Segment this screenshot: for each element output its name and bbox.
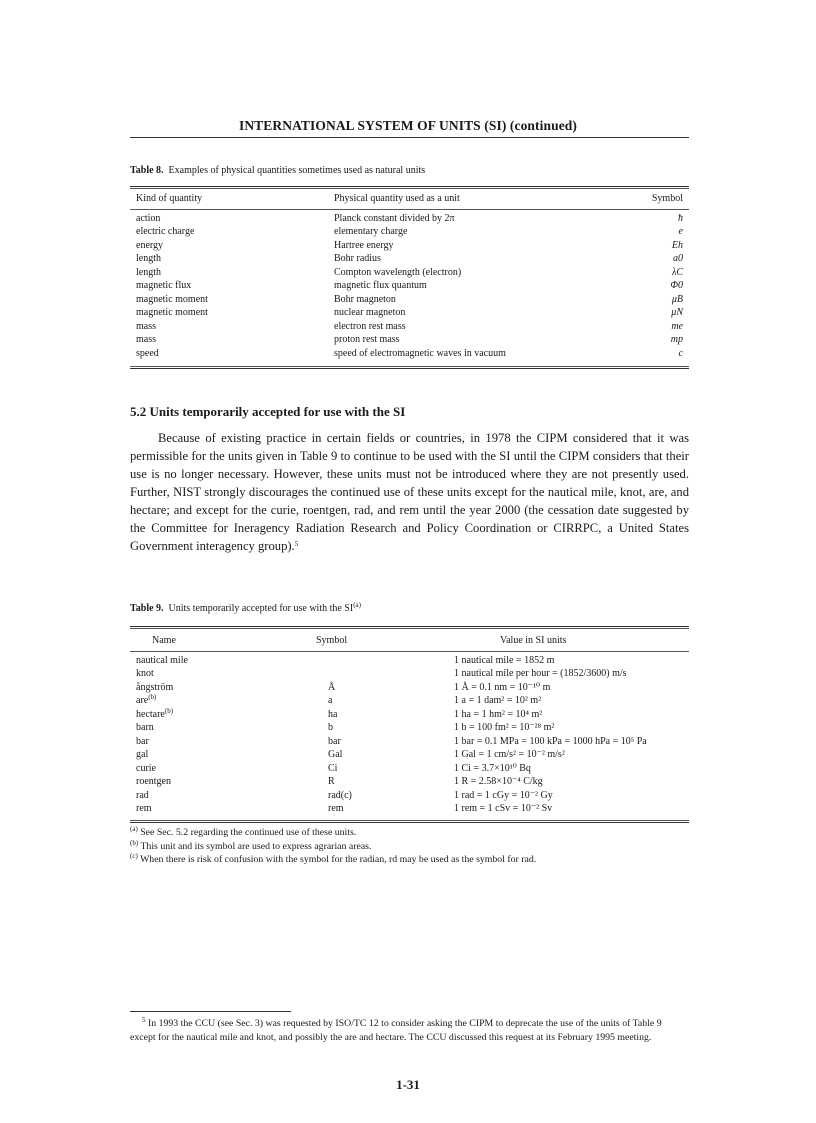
table9-note-mark: (c) bbox=[130, 852, 138, 860]
table8-row bbox=[130, 252, 689, 266]
table9-cell-symbol: a bbox=[328, 695, 333, 706]
table9-cell-value: 1 ha = 1 hm² = 10⁴ m² bbox=[454, 708, 543, 720]
table8-row bbox=[130, 347, 689, 361]
table8-cell-quantity: Planck constant divided by 2π bbox=[334, 212, 455, 224]
table8-cell-quantity: Compton wavelength (electron) bbox=[334, 266, 462, 278]
table9-cell-symbol: ha bbox=[328, 708, 338, 720]
table9-cell-symbol: Å bbox=[328, 681, 336, 693]
table8-cell-symbol: mp bbox=[670, 334, 683, 345]
table8-cell-symbol: μB bbox=[671, 293, 683, 305]
table8-label: Table 8. bbox=[130, 165, 164, 176]
footnote-mark: 5 bbox=[142, 1016, 146, 1024]
table8-cell-quantity: proton rest mass bbox=[334, 334, 400, 345]
table8-cell-symbol: Eh bbox=[671, 239, 683, 251]
table9-cell-name-mark: (b) bbox=[148, 693, 157, 701]
table9-row bbox=[130, 708, 689, 722]
table9-cell-symbol: b bbox=[328, 722, 333, 733]
table9-note bbox=[130, 840, 536, 854]
table9-note-text: When there is risk of confusion with the symbol for the radian, rd may be used as the symbol for rad. bbox=[140, 854, 537, 865]
table9-row bbox=[130, 735, 689, 749]
table9-cell-name bbox=[130, 708, 310, 722]
table9-row bbox=[130, 721, 689, 735]
table8-cell-kind: speed bbox=[136, 347, 159, 359]
table9-notes bbox=[130, 826, 536, 867]
table8-cell-quantity: speed of electromagnetic waves in vacuum bbox=[334, 347, 506, 359]
page-number bbox=[0, 1077, 816, 1093]
table8-cell-symbol: e bbox=[678, 226, 683, 237]
table8-row bbox=[130, 333, 689, 347]
table9-cell-value: 1 rem = 1 cSv = 10⁻² Sv bbox=[454, 803, 553, 814]
table9-cell-name-text: hectare bbox=[136, 708, 165, 720]
table9-cell-value: 1 bar = 0.1 MPa = 100 kPa = 1000 hPa = 10⁵ Pa bbox=[454, 735, 647, 747]
table8-cell-quantity: magnetic flux quantum bbox=[334, 280, 427, 291]
table9-cell-name bbox=[130, 802, 310, 816]
table9-cell-name bbox=[130, 681, 310, 695]
table9-cell-name bbox=[130, 789, 310, 803]
table9-cell-name-text: barn bbox=[136, 722, 154, 733]
table9-top-rule-2 bbox=[130, 628, 689, 629]
table9-cell-name-text: rad bbox=[136, 789, 149, 801]
table9-cell-name-mark: (b) bbox=[164, 706, 174, 715]
table9-note-text: This unit and its symbol are used to express agrarian areas. bbox=[140, 840, 372, 852]
table9-row bbox=[130, 762, 689, 776]
table8-row bbox=[130, 239, 689, 253]
table8-header-row bbox=[130, 192, 689, 206]
table9-bottom-rule bbox=[130, 820, 689, 821]
table9-header-rule bbox=[130, 651, 689, 652]
table8-cell-symbol: a0 bbox=[673, 253, 683, 264]
table8-row bbox=[130, 320, 689, 334]
table8-cell-symbol: c bbox=[678, 347, 683, 359]
table9-cell-name-text: bar bbox=[136, 735, 149, 747]
table8 bbox=[130, 192, 689, 360]
table9-row bbox=[130, 802, 689, 816]
table9-row bbox=[130, 694, 689, 708]
table8-top-rule bbox=[130, 186, 689, 187]
page-number-text: 1-31 bbox=[396, 1077, 420, 1092]
table9-row bbox=[130, 789, 689, 803]
table9-cell-value: 1 a = 1 dam² = 10² m² bbox=[454, 695, 542, 706]
table9-row bbox=[130, 748, 689, 762]
title-rule bbox=[130, 137, 689, 138]
table9-cell-name-text: roentgen bbox=[136, 776, 171, 787]
table8-cell-quantity: electron rest mass bbox=[334, 320, 406, 332]
table8-row bbox=[130, 279, 689, 293]
table9-cell-symbol bbox=[310, 667, 440, 681]
footnote-rule bbox=[130, 1011, 291, 1012]
footnote-ref: 5 bbox=[294, 540, 299, 548]
table8-cell-quantity: Bohr magneton bbox=[334, 293, 396, 305]
table9-cell-value: 1 R = 2.58×10⁻⁴ C/kg bbox=[454, 776, 543, 787]
table9-header-value: Value in SI units bbox=[500, 635, 567, 646]
table9-caption-text: Units temporarily accepted for use with the SI bbox=[168, 603, 354, 614]
table9-cell-value: 1 rad = 1 cGy = 10⁻² Gy bbox=[454, 789, 553, 801]
table8-row bbox=[130, 225, 689, 239]
table9-cell-name bbox=[130, 694, 310, 708]
table8-header-rule bbox=[130, 209, 689, 210]
table9-caption bbox=[130, 603, 361, 614]
table8-cell-quantity: nuclear magneton bbox=[334, 307, 406, 318]
table9-caption-mark: (a) bbox=[353, 601, 361, 609]
table9-cell-symbol: rem bbox=[328, 803, 344, 814]
table8-cell-symbol: μN bbox=[671, 307, 683, 318]
table9-cell-name bbox=[130, 762, 310, 776]
table9-cell-name-text: curie bbox=[136, 762, 156, 774]
table9 bbox=[130, 634, 689, 816]
table8-row bbox=[130, 266, 689, 280]
table8-header-symbol: Symbol bbox=[651, 193, 683, 204]
table9-cell-symbol: R bbox=[328, 776, 335, 787]
page-title: INTERNATIONAL SYSTEM OF UNITS (SI) (continued) bbox=[238, 118, 578, 133]
table8-cell-symbol: λC bbox=[671, 266, 683, 278]
table9-note bbox=[130, 853, 536, 867]
table8-caption bbox=[130, 165, 425, 176]
section-heading: 5.2 Units temporarily accepted for use with the SI bbox=[130, 404, 406, 419]
footnote-mark-wrap bbox=[130, 1018, 148, 1029]
table9-cell-name-text: knot bbox=[136, 668, 154, 679]
table8-cell-kind: energy bbox=[136, 239, 164, 251]
table8-cell-symbol: ħ bbox=[678, 212, 683, 224]
table9-top-rule bbox=[130, 626, 689, 627]
table9-note-text: See Sec. 5.2 regarding the continued use of these units. bbox=[140, 827, 357, 838]
table9-header-symbol: Symbol bbox=[316, 635, 348, 646]
section-paragraph-block bbox=[130, 429, 689, 555]
table8-cell-kind: magnetic moment bbox=[136, 293, 208, 305]
table8-cell-quantity: elementary charge bbox=[334, 226, 408, 237]
table9-cell-name-text: rem bbox=[136, 803, 152, 814]
table9-cell-name bbox=[130, 721, 310, 735]
section-paragraph bbox=[130, 429, 689, 555]
paragraph-text: Because of existing practice in certain fields or countries, in 1978 the CIPM considered that it was permissible for the units given in Table 9 to continue to be used with the SI until the CIPM considers that their use is no longer necessary. However, these units must not be introduced where they are not presently used. Further, NIST strongly discourages the continued use of these units except for the nautical mile, knot, are, and hectare; and except for the curie, roentgen, rad, and rem until the year 2000 (the cessation date suggested by the Committee for Ineragency Radiation Research and Policy Coordination or CIRRPC, a United States Government interagency group). bbox=[130, 431, 689, 553]
table8-cell-kind: mass bbox=[136, 320, 156, 332]
table9-cell-name-text: nautical mile bbox=[136, 654, 188, 666]
table8-header-kind: Kind of quantity bbox=[136, 193, 203, 204]
table9-row bbox=[130, 681, 689, 695]
table8-caption-text: Examples of physical quantities sometimes used as natural units bbox=[168, 165, 426, 176]
table8-cell-kind: mass bbox=[136, 334, 156, 345]
table9-cell-name-text: ångström bbox=[136, 681, 174, 693]
table9-cell-symbol: bar bbox=[328, 735, 341, 747]
table9-cell-symbol: Gal bbox=[328, 749, 343, 760]
footnote bbox=[130, 1017, 689, 1045]
table9-cell-name bbox=[130, 775, 310, 789]
table9-cell-symbol: rad(c) bbox=[328, 789, 352, 801]
table8-cell-quantity: Hartree energy bbox=[334, 239, 394, 251]
table8-row bbox=[130, 293, 689, 307]
table8-cell-kind: magnetic moment bbox=[136, 307, 208, 318]
table8-cell-quantity: Bohr radius bbox=[334, 253, 381, 264]
table9-label: Table 9. bbox=[130, 603, 164, 614]
table8-cell-symbol: me bbox=[671, 320, 683, 332]
table9-row bbox=[130, 667, 689, 681]
table9-cell-name-text: are bbox=[136, 695, 149, 706]
table8-cell-kind: electric charge bbox=[136, 226, 195, 237]
table8-cell-kind: length bbox=[136, 253, 161, 264]
table8-cell-symbol: Φ0 bbox=[670, 280, 683, 291]
table8-top-rule-2 bbox=[130, 188, 689, 189]
table8-bottom-rule-2 bbox=[130, 368, 689, 369]
table9-cell-name-text: gal bbox=[136, 749, 149, 760]
table9-row bbox=[130, 775, 689, 789]
table9-cell-symbol: Ci bbox=[328, 762, 338, 774]
table9-cell-name bbox=[130, 735, 310, 749]
table9-header-name: Name bbox=[152, 635, 176, 646]
table8-cell-kind: action bbox=[136, 212, 161, 224]
table9-cell-name bbox=[130, 748, 310, 762]
table8-row bbox=[130, 306, 689, 320]
footnote-text: In 1993 the CCU (see Sec. 3) was requested by ISO/TC 12 to consider asking the CIPM to deprecate the use of the units of Table 9 except for the nautical mile and knot, and possibly the are and hectare. The CCU discussed this request at its February 1995 meeting. bbox=[130, 1018, 662, 1043]
table9-note-mark: (a) bbox=[130, 825, 138, 833]
table9-cell-name bbox=[130, 667, 310, 681]
table8-cell-kind: magnetic flux bbox=[136, 280, 192, 291]
table8-header-quantity: Physical quantity used as a unit bbox=[334, 193, 460, 204]
table9-cell-value: 1 Gal = 1 cm/s² = 10⁻² m/s² bbox=[454, 749, 565, 760]
table9-cell-value: 1 Ci = 3.7×10¹⁰ Bq bbox=[454, 762, 531, 774]
table8-bottom-rule bbox=[130, 366, 689, 367]
table9-header-row bbox=[130, 634, 689, 648]
table9-cell-value: 1 nautical mile = 1852 m bbox=[454, 654, 555, 666]
table9-cell-value: 1 nautical mile per hour = (1852/3600) m/s bbox=[454, 668, 627, 679]
table9-cell-value: 1 b = 100 fm² = 10⁻²⁸ m² bbox=[454, 722, 555, 733]
table9-cell-value: 1 Å = 0.1 nm = 10⁻¹⁰ m bbox=[454, 681, 551, 693]
table9-note-mark: (b) bbox=[130, 838, 139, 847]
table9-bottom-rule-2 bbox=[130, 822, 689, 823]
table9-note bbox=[130, 826, 536, 840]
table8-cell-kind: length bbox=[136, 266, 161, 278]
